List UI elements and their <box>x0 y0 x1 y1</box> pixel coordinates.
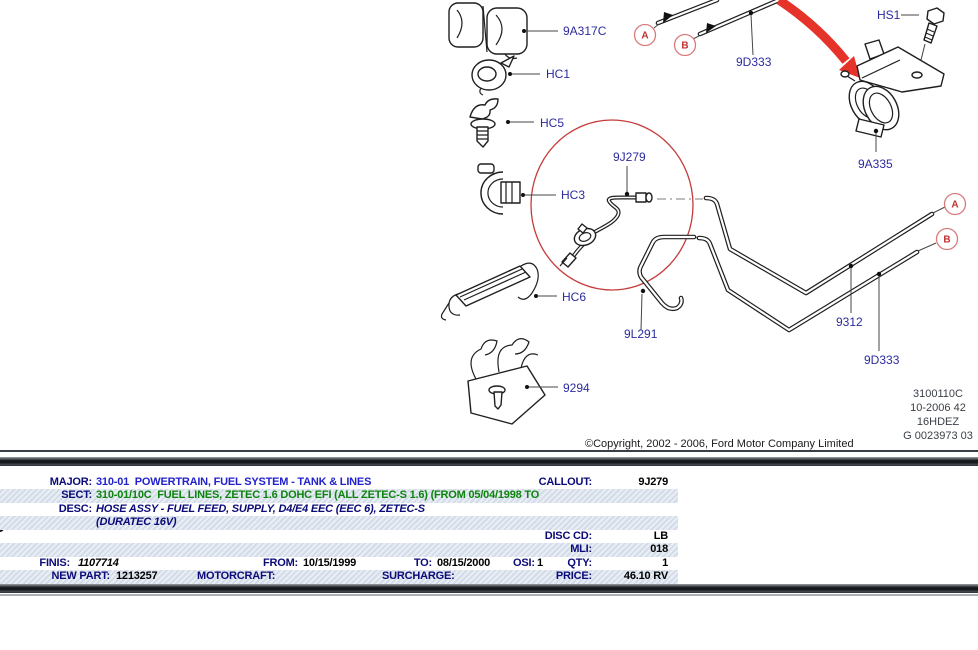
callout-9a335[interactable]: 9A335 <box>858 157 893 171</box>
attention-arrow <box>779 0 860 78</box>
view-marker-right-a-letter: A <box>951 199 959 211</box>
callout-value: 9J279 <box>638 475 668 488</box>
plate-line-2: 10-2006 42 <box>910 402 966 414</box>
plate-line-1: 3100110C <box>913 388 963 400</box>
desc-value-line1: HOSE ASSY - FUEL FEED, SUPPLY, D4/E4 EEC (EEC 6), ZETEC-S <box>96 502 425 515</box>
panel-bottom-bar <box>0 584 978 593</box>
callout-hc5[interactable]: HC5 <box>540 116 565 130</box>
callout-hs1[interactable]: HS1 <box>877 8 901 22</box>
mli-value: 018 <box>650 543 668 555</box>
qty-label: QTY: <box>567 556 592 569</box>
top-separator-line <box>0 450 978 452</box>
view-marker-right-b[interactable] <box>937 229 958 250</box>
callout-9l291[interactable]: 9L291 <box>624 327 658 341</box>
desc-label: DESC: <box>58 502 92 515</box>
callout-hc6[interactable]: HC6 <box>562 290 587 304</box>
price-label: PRICE: <box>555 570 592 582</box>
major-value: 310-01 POWERTRAIN, FUEL SYSTEM - TANK & LINES <box>96 475 372 488</box>
osi-value: 1 <box>537 556 543 569</box>
pipe-top-a-drawing <box>658 0 717 23</box>
view-marker-top-a[interactable] <box>635 25 656 46</box>
clip-hc1-drawing <box>472 56 514 95</box>
panel-top-bar <box>0 457 978 466</box>
callout-9d333-top[interactable]: 9D333 <box>736 55 772 69</box>
callout-9d333-right[interactable]: 9D333 <box>864 353 900 367</box>
new-part-value: 1213257 <box>116 570 158 582</box>
view-marker-right-b-letter: B <box>943 234 951 246</box>
disc-cd-label: DISC CD: <box>544 529 592 542</box>
view-marker-top-b-letter: B <box>681 40 689 52</box>
qty-value: 1 <box>662 556 668 569</box>
clip-9294-drawing <box>468 339 545 424</box>
hose-9j279-drawing <box>560 193 652 267</box>
sect-value: 310-01/10C FUEL LINES, ZETEC 1.6 DOHC EFI (ALL ZETEC-S 1.6) (FROM 05/04/1998 TO <box>96 489 540 501</box>
drawing-plate-info <box>903 388 973 442</box>
from-value: 10/15/1999 <box>303 556 357 569</box>
from-label: FROM: <box>262 556 298 569</box>
clamp-9a335-drawing <box>841 40 944 137</box>
callout-9312[interactable]: 9312 <box>836 315 863 329</box>
bottom-gray-line <box>0 594 978 596</box>
to-value: 08/15/2000 <box>437 556 491 569</box>
copyright-text: ©Copyright, 2002 - 2006, Ford Motor Company Limited <box>585 438 854 450</box>
callout-9294[interactable]: 9294 <box>563 381 590 395</box>
view-marker-top-b[interactable] <box>675 35 696 56</box>
callout-hc3[interactable]: HC3 <box>561 188 586 202</box>
view-marker-right-a[interactable] <box>945 194 966 215</box>
callout-hc1[interactable]: HC1 <box>546 67 571 81</box>
surcharge-label: SURCHARGE: <box>382 570 455 582</box>
pipe-9312-drawing <box>706 198 932 293</box>
new-part-label: NEW PART: <box>51 570 110 582</box>
clip-9a317c-drawing <box>449 3 527 59</box>
callout-9a317c[interactable]: 9A317C <box>563 24 607 38</box>
screw-clip-hc5-drawing <box>470 99 498 147</box>
callout-label: CALLOUT: <box>538 475 592 488</box>
to-label: TO: <box>413 556 432 569</box>
desc-value-line2: (DURATEC 16V) <box>96 516 177 528</box>
price-value: 46.10 RV <box>623 570 668 582</box>
plate-line-3: 16HDEZ <box>916 416 960 428</box>
pipe-top-b-drawing <box>700 0 779 34</box>
plate-line-4: G 0023973 03 <box>903 430 973 442</box>
disc-cd-value: LB <box>653 529 668 542</box>
osi-label: OSI: <box>513 556 535 569</box>
tube-9l291-drawing <box>640 237 695 309</box>
finis-label: FINIS: <box>39 556 70 569</box>
motorcraft-label: MOTORCRAFT: <box>197 570 276 582</box>
finis-value: 1107714 <box>78 556 119 569</box>
mli-label: MLI: <box>570 543 592 555</box>
bracket-hc6-drawing <box>442 263 539 320</box>
callout-9j279[interactable]: 9J279 <box>613 150 646 164</box>
sect-label: SECT: <box>61 489 92 501</box>
clip-hc3-drawing <box>478 164 520 214</box>
major-label: MAJOR: <box>49 475 92 488</box>
view-marker-top-a-letter: A <box>641 30 649 42</box>
